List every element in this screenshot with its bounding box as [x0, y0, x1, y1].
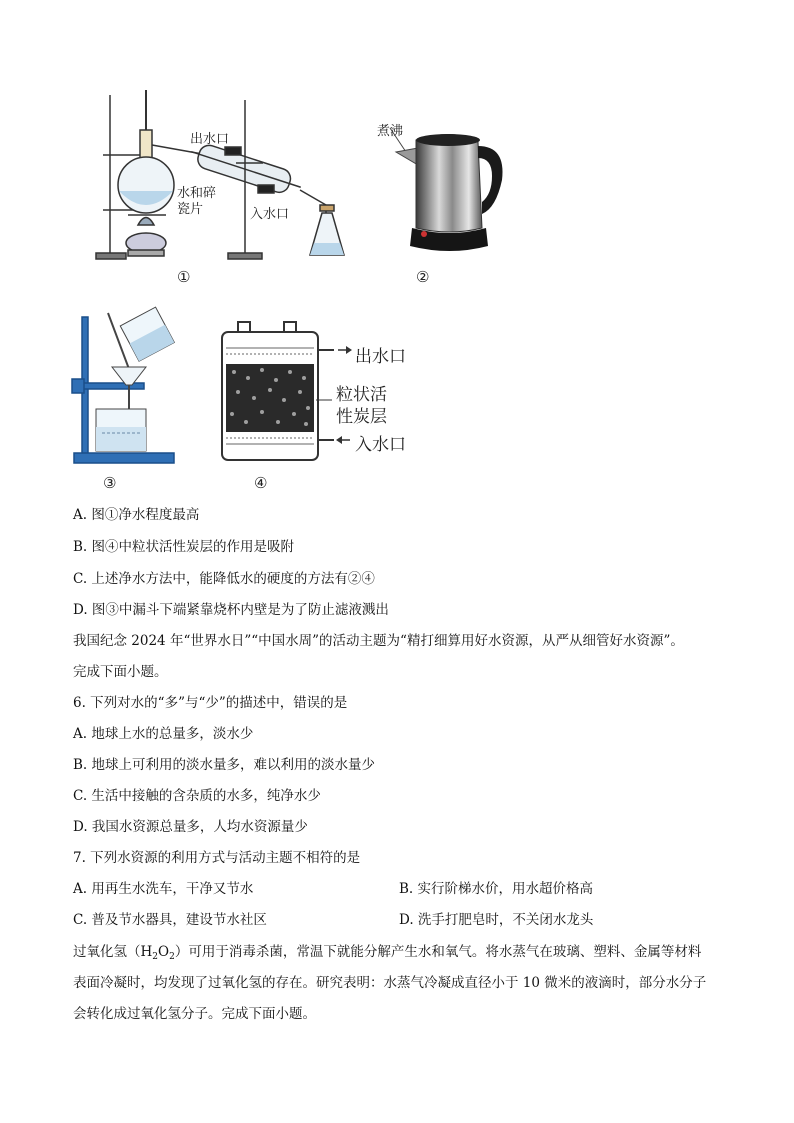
intro1-line2: 完成下面小题。: [73, 664, 168, 680]
q6-option-c: C. 生活中接触的含杂质的水多，纯净水少: [73, 788, 321, 804]
q7-stem: 7. 下列水资源的利用方式与活动主题不相符的是: [73, 850, 361, 866]
intro2-sub1: 2: [152, 952, 159, 962]
intro2-line1: [73, 943, 701, 966]
filtration-figure: [70, 305, 180, 470]
fig4-outlet-label: 出水口: [355, 347, 406, 367]
q6-option-d: D. 我国水资源总量多，人均水资源量少: [73, 819, 308, 835]
intro2-line2: 表面冷凝时，均发现了过氧化氢的存在。研究表明：水蒸气冷凝成直径小于 10 微米的液滴时，部分水分子: [73, 975, 707, 991]
q5-option-b: B. 图④中粒状活性炭层的作用是吸附: [73, 539, 295, 555]
fig2-boil-label: 煮沸: [377, 124, 404, 139]
fig4-layer-label-1: 粒状活: [336, 385, 387, 405]
fig4-layer-label-2: 性炭层: [336, 407, 387, 427]
q6-stem: 6. 下列对水的“多”与“少”的描述中，错误的是: [73, 695, 348, 711]
q7-option-b: B. 实行阶梯水价，用水超价格高: [399, 881, 594, 897]
q6-option-b: B. 地球上可利用的淡水量多，难以利用的淡水量少: [73, 757, 376, 773]
q7-option-d: D. 洗手打肥皂时，不关闭水龙头: [399, 912, 594, 928]
intro2-line3: 会转化成过氧化氢分子。完成下面小题。: [73, 1006, 316, 1022]
q5-option-a: A. 图①净水程度最高: [73, 507, 200, 523]
intro2-sub2: 2: [169, 952, 175, 962]
q5-option-c: C. 上述净水方法中，能降低水的硬度的方法有②④: [73, 571, 375, 587]
fig4-inlet-label: 入水口: [355, 435, 406, 455]
fig1-outlet-label: 出水口: [190, 132, 230, 147]
fig2-number: ②: [416, 268, 430, 286]
fig4-number: ④: [254, 474, 268, 492]
intro2-line1-post: ）可用于消毒杀菌，常温下就能分解产生水和氧气。将水蒸气在玻璃、塑料、金属等材料: [174, 944, 702, 960]
fig3-number: ③: [103, 474, 117, 492]
intro1-line1: 我国纪念 2024 年“世界水日”“中国水周”的活动主题为“精打细算用好水资源，从严从细管好水资源”。: [73, 633, 684, 649]
q5-option-d: D. 图③中漏斗下端紧靠烧杯内壁是为了防止滤液溅出: [73, 602, 389, 618]
q7-option-a: A. 用再生水洗车，干净又节水: [73, 881, 254, 897]
distillation-apparatus-figure: [88, 85, 368, 270]
intro2-line1-pre: 过氧化氢（H: [73, 944, 153, 960]
intro2-mid: O: [158, 944, 170, 960]
fig1-flask-label-1: 水和碎: [177, 186, 217, 201]
q7-option-c: C. 普及节水器具，建设节水社区: [73, 912, 267, 928]
fig1-inlet-label: 入水口: [250, 207, 290, 222]
fig1-flask-label-2: 瓷片: [177, 202, 204, 217]
q6-option-a: A. 地球上水的总量多，淡水少: [73, 726, 254, 742]
fig1-number: ①: [177, 268, 191, 286]
